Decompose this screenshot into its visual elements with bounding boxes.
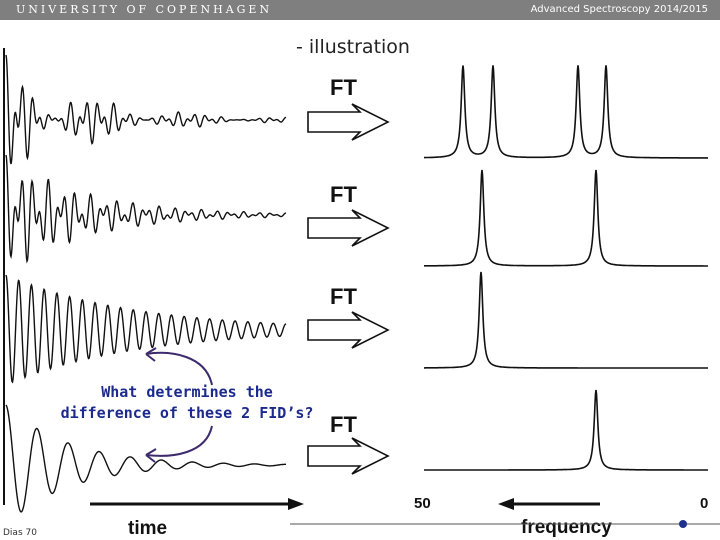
spectrum-3 xyxy=(424,272,708,368)
ft-label-4: FT xyxy=(330,412,357,437)
fid-trace-2 xyxy=(6,155,286,261)
university-name: UNIVERSITY OF COPENHAGEN xyxy=(16,3,273,16)
slide-dot xyxy=(679,520,687,528)
spectrum-2 xyxy=(424,170,708,266)
ft-arrow-3 xyxy=(308,284,388,348)
ft-label-3: FT xyxy=(330,284,357,309)
spectrum-1 xyxy=(424,65,708,158)
fid-trace-1 xyxy=(6,55,286,164)
frequency-axis xyxy=(414,495,708,538)
time-label: time xyxy=(128,518,168,539)
frequency-label: frequency xyxy=(521,517,612,538)
curved-arrow-up xyxy=(146,353,212,385)
slide-number: Dias 70 xyxy=(3,528,37,538)
ft-arrow-shape-2 xyxy=(308,210,388,246)
ft-arrow-shape-3 xyxy=(308,312,388,348)
question-text: What determines the difference of these 2 FID’s? xyxy=(60,383,314,422)
slide-subtitle: - illustration xyxy=(296,36,410,58)
ft-arrow-2 xyxy=(308,182,388,246)
time-axis xyxy=(90,498,304,539)
ft-label-2: FT xyxy=(330,182,357,207)
ft-arrow-1 xyxy=(308,75,388,140)
freq-axis-right: 0 xyxy=(700,495,709,512)
ft-label-1: FT xyxy=(330,75,357,100)
curved-arrow-up-head xyxy=(146,348,156,361)
ft-arrow-4 xyxy=(308,412,388,474)
spectrum-4 xyxy=(424,390,708,470)
fid-trace-3 xyxy=(6,275,286,382)
ft-arrow-shape-4 xyxy=(308,438,388,474)
curved-arrow-down xyxy=(146,426,212,456)
course-title: Advanced Spectroscopy 2014/2015 xyxy=(530,4,708,15)
ft-arrow-shape-1 xyxy=(308,104,388,140)
freq-axis-left: 50 xyxy=(414,495,431,512)
